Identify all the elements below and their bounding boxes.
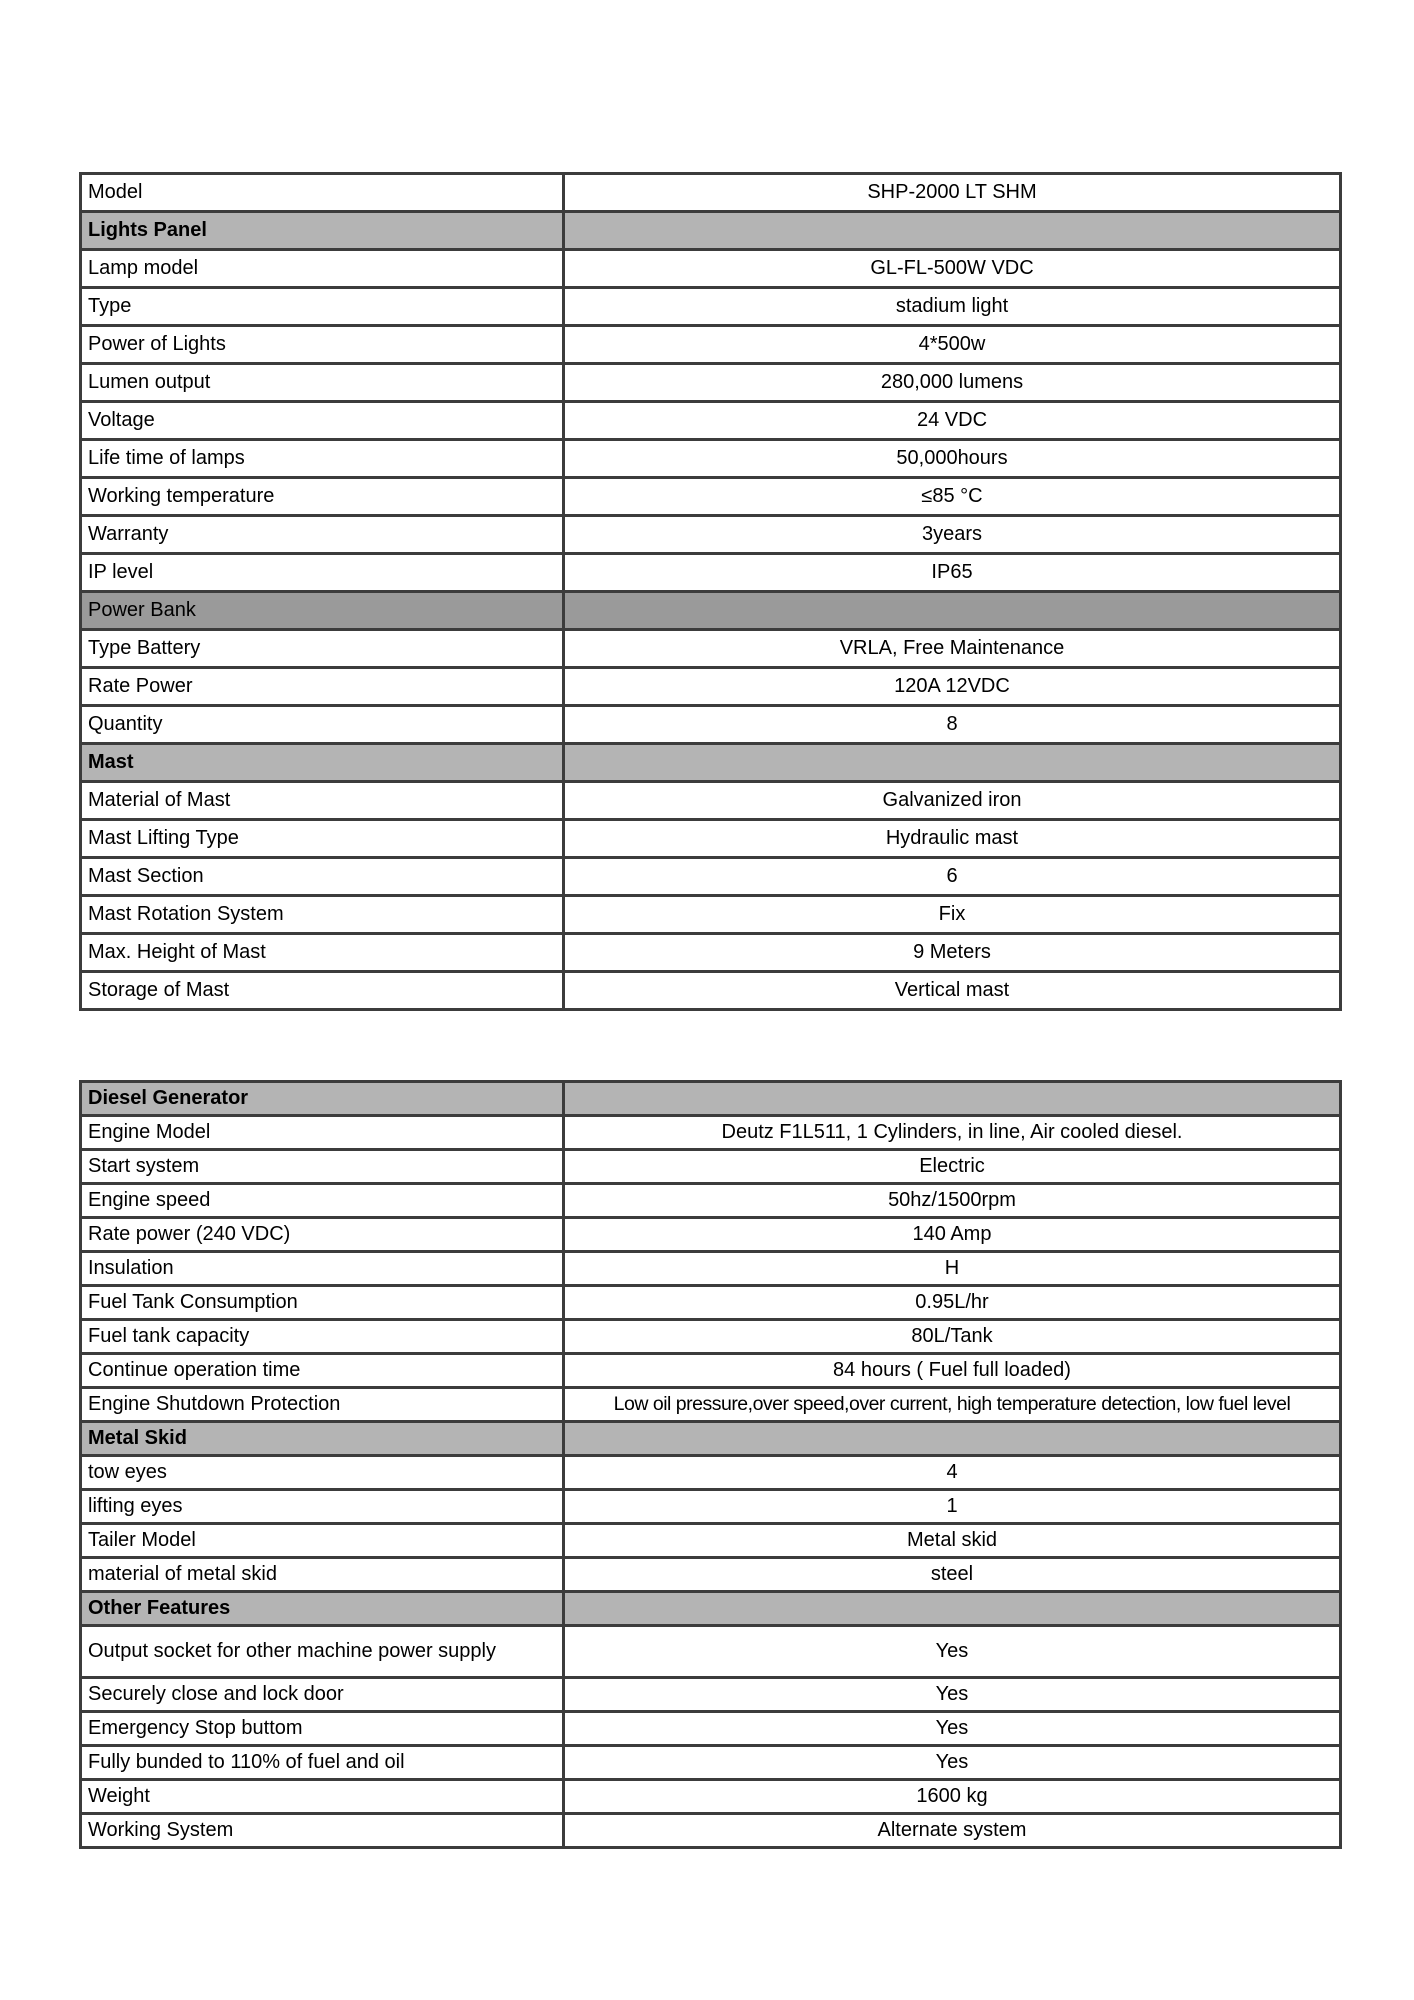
table-row	[81, 1678, 1341, 1712]
table-row	[81, 1354, 1341, 1388]
row-value: 80L/Tank	[564, 1320, 1341, 1354]
row-label: Emergency Stop buttom	[81, 1712, 564, 1746]
row-label: IP level	[81, 554, 564, 592]
row-label: Weight	[81, 1780, 564, 1814]
row-value: Yes	[564, 1712, 1341, 1746]
row-label: Fuel tank capacity	[81, 1320, 564, 1354]
table-row	[81, 440, 1341, 478]
table-row	[81, 630, 1341, 668]
row-label: lifting eyes	[81, 1490, 564, 1524]
table-row	[81, 896, 1341, 934]
row-label: Voltage	[81, 402, 564, 440]
row-value: Fix	[564, 896, 1341, 934]
row-value: Yes	[564, 1678, 1341, 1712]
table-row	[81, 1456, 1341, 1490]
row-value: Galvanized iron	[564, 782, 1341, 820]
row-label: Rate power (240 VDC)	[81, 1218, 564, 1252]
section-header-diesel-generator	[81, 1082, 1341, 1116]
row-value: stadium light	[564, 288, 1341, 326]
table-row	[81, 288, 1341, 326]
row-label: Tailer Model	[81, 1524, 564, 1558]
table-row-model	[81, 174, 1341, 212]
row-label: Continue operation time	[81, 1354, 564, 1388]
section-header-mast	[81, 744, 1341, 782]
row-label: Type Battery	[81, 630, 564, 668]
row-value: 140 Amp	[564, 1218, 1341, 1252]
row-label: Lumen output	[81, 364, 564, 402]
row-value: 280,000 lumens	[564, 364, 1341, 402]
row-value: Vertical mast	[564, 972, 1341, 1010]
row-label: Securely close and lock door	[81, 1678, 564, 1712]
table-row	[81, 1712, 1341, 1746]
row-label: Life time of lamps	[81, 440, 564, 478]
table-row	[81, 706, 1341, 744]
row-value: Low oil pressure,over speed,over current, high temperature detection, low fuel level	[564, 1388, 1341, 1422]
row-value: steel	[564, 1558, 1341, 1592]
row-value: H	[564, 1252, 1341, 1286]
row-label: Working System	[81, 1814, 564, 1848]
row-value: 84 hours ( Fuel full loaded)	[564, 1354, 1341, 1388]
row-value: Hydraulic mast	[564, 820, 1341, 858]
table-row	[81, 1184, 1341, 1218]
table-row	[81, 782, 1341, 820]
row-label: Quantity	[81, 706, 564, 744]
spec-table-lights-mast	[79, 172, 1342, 1011]
row-label: tow eyes	[81, 1456, 564, 1490]
section-header-power-bank	[81, 592, 1341, 630]
row-value: Yes	[564, 1626, 1341, 1678]
table-row	[81, 1320, 1341, 1354]
table-row	[81, 1814, 1341, 1848]
table-row	[81, 1490, 1341, 1524]
row-label: Storage of Mast	[81, 972, 564, 1010]
row-value: 3years	[564, 516, 1341, 554]
table-row	[81, 858, 1341, 896]
table-row	[81, 1746, 1341, 1780]
row-value: GL-FL-500W VDC	[564, 250, 1341, 288]
section-value	[564, 1592, 1341, 1626]
row-value: Electric	[564, 1150, 1341, 1184]
row-value: 120A 12VDC	[564, 668, 1341, 706]
table-row	[81, 1626, 1341, 1678]
row-value: 4*500w	[564, 326, 1341, 364]
table-row	[81, 972, 1341, 1010]
table-row	[81, 1150, 1341, 1184]
section-header-lights-panel	[81, 212, 1341, 250]
row-label: Start system	[81, 1150, 564, 1184]
table-row	[81, 326, 1341, 364]
table-row	[81, 478, 1341, 516]
row-label: Rate Power	[81, 668, 564, 706]
table-row	[81, 934, 1341, 972]
row-label: Power of Lights	[81, 326, 564, 364]
row-label: Lamp model	[81, 250, 564, 288]
table-row	[81, 1388, 1341, 1422]
row-label: Insulation	[81, 1252, 564, 1286]
row-value: 24 VDC	[564, 402, 1341, 440]
section-value	[564, 1082, 1341, 1116]
table-row	[81, 364, 1341, 402]
section-label: Power Bank	[81, 592, 564, 630]
table-row	[81, 1218, 1341, 1252]
row-value: 50,000hours	[564, 440, 1341, 478]
row-label: Warranty	[81, 516, 564, 554]
section-header-other-features	[81, 1592, 1341, 1626]
row-label: Engine Shutdown Protection	[81, 1388, 564, 1422]
section-label: Other Features	[81, 1592, 564, 1626]
row-label: material of metal skid	[81, 1558, 564, 1592]
row-label: Fully bunded to 110% of fuel and oil	[81, 1746, 564, 1780]
section-label: Lights Panel	[81, 212, 564, 250]
section-label: Mast	[81, 744, 564, 782]
table-row	[81, 250, 1341, 288]
row-label: Engine speed	[81, 1184, 564, 1218]
table-row	[81, 1252, 1341, 1286]
row-label: Mast Section	[81, 858, 564, 896]
row-value: 1	[564, 1490, 1341, 1524]
table-row	[81, 1286, 1341, 1320]
row-value: 4	[564, 1456, 1341, 1490]
row-value: SHP-2000 LT SHM	[564, 174, 1341, 212]
table-row	[81, 554, 1341, 592]
table-row	[81, 402, 1341, 440]
row-label: Engine Model	[81, 1116, 564, 1150]
row-value: ≤85 °C	[564, 478, 1341, 516]
table-row	[81, 820, 1341, 858]
table-row	[81, 1780, 1341, 1814]
section-value	[564, 212, 1341, 250]
row-label: Model	[81, 174, 564, 212]
row-value: 1600 kg	[564, 1780, 1341, 1814]
table-row	[81, 1524, 1341, 1558]
row-value: 8	[564, 706, 1341, 744]
row-label: Working temperature	[81, 478, 564, 516]
row-label: Type	[81, 288, 564, 326]
row-value: 50hz/1500rpm	[564, 1184, 1341, 1218]
section-label: Metal Skid	[81, 1422, 564, 1456]
table-row	[81, 668, 1341, 706]
spec-table-generator-features	[79, 1080, 1342, 1849]
section-value	[564, 744, 1341, 782]
row-label: Material of Mast	[81, 782, 564, 820]
row-value: 6	[564, 858, 1341, 896]
row-value: Deutz F1L511, 1 Cylinders, in line, Air cooled diesel.	[564, 1116, 1341, 1150]
row-label: Fuel Tank Consumption	[81, 1286, 564, 1320]
row-value: IP65	[564, 554, 1341, 592]
row-label: Output socket for other machine power supply	[81, 1626, 564, 1678]
row-value: 0.95L/hr	[564, 1286, 1341, 1320]
section-label: Diesel Generator	[81, 1082, 564, 1116]
row-value: 9 Meters	[564, 934, 1341, 972]
table-row	[81, 516, 1341, 554]
section-header-metal-skid	[81, 1422, 1341, 1456]
table-row	[81, 1558, 1341, 1592]
row-value: Alternate system	[564, 1814, 1341, 1848]
section-value	[564, 1422, 1341, 1456]
row-value: Yes	[564, 1746, 1341, 1780]
row-value: Metal skid	[564, 1524, 1341, 1558]
row-label: Mast Rotation System	[81, 896, 564, 934]
section-value	[564, 592, 1341, 630]
row-value: VRLA, Free Maintenance	[564, 630, 1341, 668]
row-label: Max. Height of Mast	[81, 934, 564, 972]
table-row	[81, 1116, 1341, 1150]
row-label: Mast Lifting Type	[81, 820, 564, 858]
